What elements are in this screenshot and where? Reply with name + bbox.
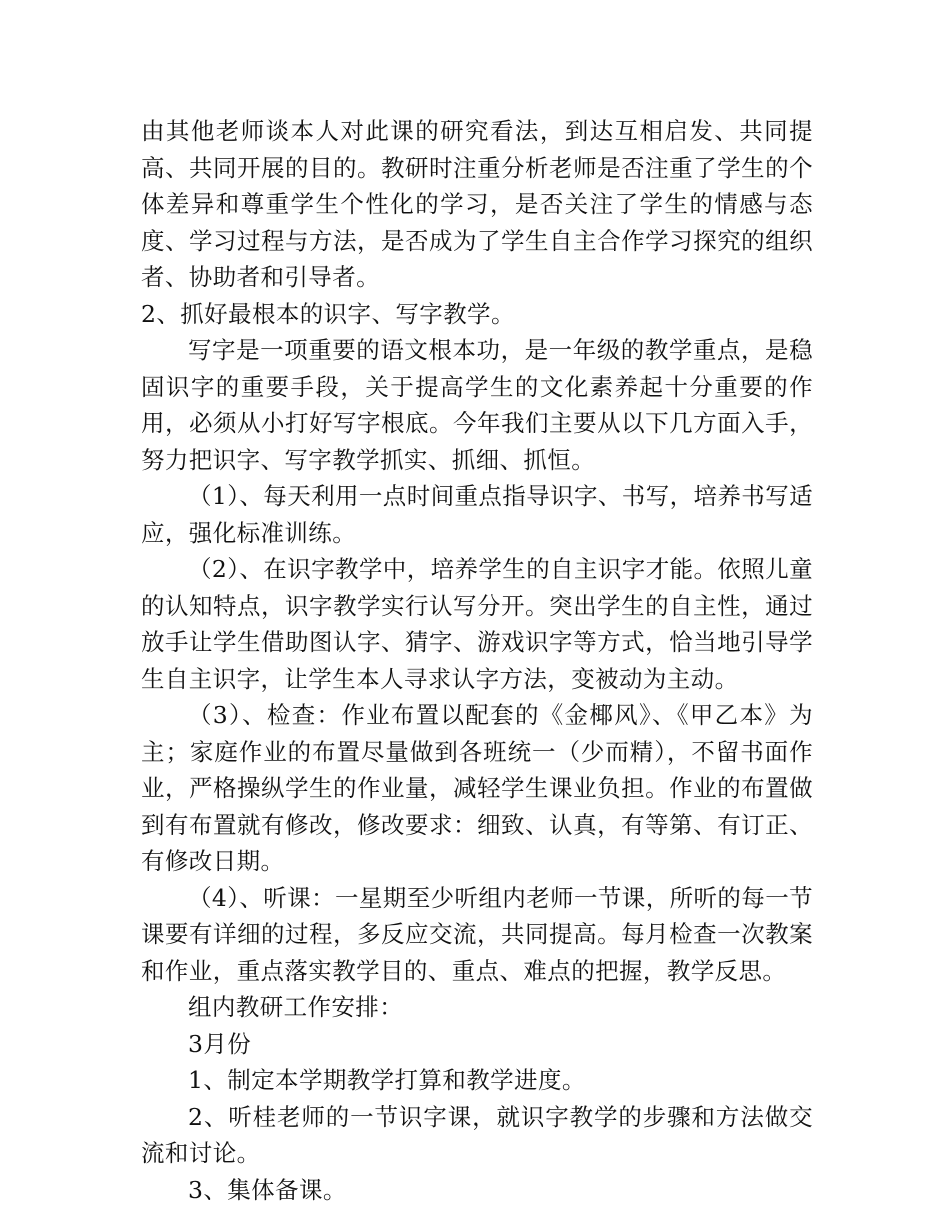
month-label: 3月份 (188, 1029, 252, 1058)
list-item-4: （4）、听课：一星期至少听组内老师一节课，所听的每一节课要有详细的过程，多反应交流，共同提高。每月检查一次教案和作业，重点落实教学目的、重点、难点的把握，教学反思。 (141, 883, 814, 985)
paragraph-teaching-research: 由其他老师谈本人对此课的研究看法，到达互相启发、共同提高、共同开展的目的。教研时注重分析老师是否注重了学生的个体差异和尊重学生个性化的学习，是否关注了学生的情感与态度、学习过程与方法，是否成为了学生自主合作学习探究的组织者、协助者和引导者。 (141, 117, 813, 291)
list-item-2: （2）、在识字教学中，培养学生的自主识字才能。依照儿童的认知特点，识字教学实行认写分开。突出学生的自主性，通过放手让学生借助图认字、猜字、游戏识字等方式，恰当地引导学生自主识字，让学生本人寻求认字方法，变被动为主动。 (141, 555, 814, 693)
paragraph-writing-importance: 写字是一项重要的语文根本功，是一年级的教学重点，是稳固识字的重要手段，关于提高学生的文化素养起十分重要的作用，必须从小打好写字根底。今年我们主要从以下几方面入手，努力把识字、写字教学抓实、抓细、抓恒。 (141, 336, 813, 474)
section-heading-literacy-writing: 2、抓好最根本的识字、写字教学。 (141, 299, 515, 328)
list-item-1: （1）、每天利用一点时间重点指导识字、书写，培养书写适应，强化标准训练。 (141, 482, 814, 547)
schedule-item-1: 1、制定本学期教学打算和教学进度。 (188, 1066, 586, 1094)
schedule-item-3: 3、集体备课。 (188, 1175, 347, 1204)
schedule-heading: 组内教研工作安排： (188, 993, 404, 1021)
schedule-item-2: 2、听桂老师的一节识字课，就识字教学的步骤和方法做交流和讨论。 (141, 1102, 813, 1167)
document-body (141, 113, 813, 1208)
list-item-3: （3）、检查：作业布置以配套的《金椰风》、《甲乙本》为主；家庭作业的布置尽量做到各班统一（少而精），不留书面作业，严格操纵学生的作业量，减轻学生课业负担。作业的布置做到有布置就有修改，修改要求：细致、认真，有等第、有订正、有修改日期。 (141, 701, 813, 875)
